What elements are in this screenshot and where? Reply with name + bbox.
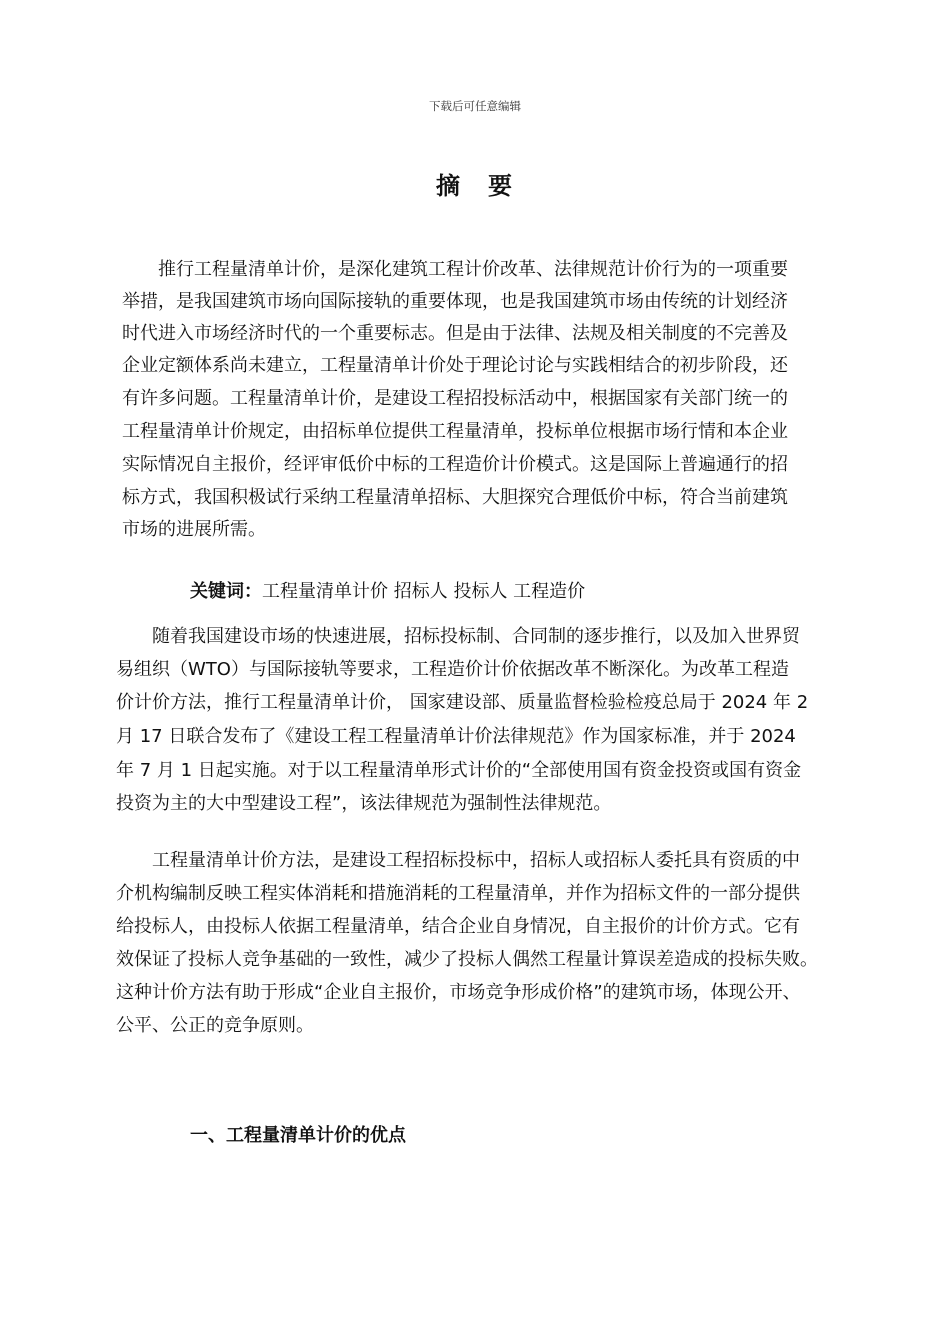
body-line: 投资为主的大中型建设工程”，该法律规范为强制性法律规范。	[116, 793, 612, 814]
body-line: 工程量清单计价方法，是建设工程招标投标中，招标人或招标人委托具有资质的中	[152, 850, 800, 871]
abstract-line: 有许多问题。工程量清单计价，是建设工程招投标活动中，根据国家有关部门统一的	[122, 388, 788, 409]
abstract-line: 时代进入市场经济时代的一个重要标志。但是由于法律、法规及相关制度的不完善及	[122, 323, 788, 344]
body-line: 效保证了投标人竞争基础的一致性，减少了投标人偶然工程量计算误差造成的投标失败。	[116, 949, 818, 970]
header-note: 下载后可任意编辑	[429, 99, 521, 113]
body-line: 随着我国建设市场的快速进展，招标投标制、合同制的逐步推行，以及加入世界贸	[152, 626, 800, 647]
keywords	[190, 580, 585, 604]
abstract-title: 摘 要	[436, 172, 514, 200]
body-line: 年 7 月 1 日起实施。对于以工程量清单形式计价的“全部使用国有资金投资或国有资金	[116, 760, 802, 781]
body-line: 价计价方法，推行工程量清单计价， 国家建设部、质量监督检验检疫总局于 2024 年 2	[116, 692, 809, 713]
abstract-line: 实际情况自主报价，经评审低价中标的工程造价计价模式。这是国际上普遍通行的招	[122, 454, 788, 475]
abstract-line: 企业定额体系尚未建立，工程量清单计价处于理论讨论与实践相结合的初步阶段，还	[122, 355, 788, 376]
body-line: 给投标人，由投标人依据工程量清单，结合企业自身情况，自主报价的计价方式。它有	[116, 916, 800, 937]
abstract-line: 推行工程量清单计价，是深化建筑工程计价改革、法律规范计价行为的一项重要	[158, 259, 788, 280]
abstract-line: 工程量清单计价规定，由招标单位提供工程量清单，投标单位根据市场行情和本企业	[122, 421, 788, 442]
abstract-line: 举措，是我国建筑市场向国际接轨的重要体现，也是我国建筑市场由传统的计划经济	[122, 291, 788, 312]
body-line: 易组织（WTO）与国际接轨等要求，工程造价计价依据改革不断深化。为改革工程造	[116, 659, 789, 680]
body-line: 这种计价方法有助于形成“企业自主报价，市场竞争形成价格”的建筑市场，体现公开、	[116, 982, 801, 1003]
body-line: 月 17 日联合发布了《建设工程工程量清单计价法律规范》作为国家标准，并于 2024	[116, 726, 796, 747]
keywords-text: 工程量清单计价 招标人 投标人 工程造价	[262, 581, 586, 602]
section-heading: 一、工程量清单计价的优点	[190, 1125, 406, 1146]
abstract-line: 标方式，我国积极试行采纳工程量清单招标、大胆探究合理低价中标，符合当前建筑	[122, 487, 788, 508]
keywords-label: 关键词：	[190, 581, 262, 602]
body-line: 介机构编制反映工程实体消耗和措施消耗的工程量清单，并作为招标文件的一部分提供	[116, 883, 800, 904]
abstract-line: 市场的进展所需。	[122, 519, 266, 540]
body-line: 公平、公正的竞争原则。	[116, 1015, 314, 1036]
